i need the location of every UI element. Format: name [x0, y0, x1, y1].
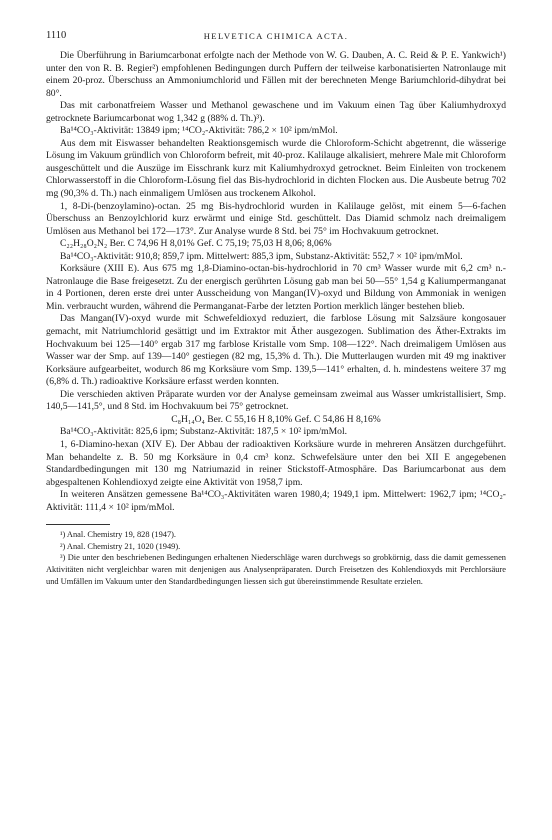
footnote: ¹) Anal. Chemistry 19, 828 (1947). — [60, 530, 177, 540]
paragraph: Die verschieden aktiven Präparate wurden vor der Analyse gemeinsam zweimal aus Wasser umkristallisiert, Smp. 140,5—141,5°, und 8 Std. im Hochvakuum bei 75° getrocknet. — [46, 388, 506, 413]
paragraph: Das Mangan(IV)-oxyd wurde mit Schwefeldioxyd reduziert, die farblose Lösung mit Salzsäure kongosauer gemacht, mit Natriumchlorid gesättigt und im Extraktor mit Äther ausgezogen. Sublimation des Äther-Extrakts im Hochvakuum bei 125—140° ergab 317 mg farblose Kristalle vom Smp. 108—122°. Nach dreimaligem Umlösen aus Wasser war der Smp. auf 139—140° gestiegen (82 mg, 15,3% d. Th.). Die Mutterlaugen wurden mit 49 mg inaktiver Korksäure aufgearbeitet, wodurch 86 mg Korksäure vom Smp. 139,5—141° erhalten, d. h. mindestens weitere 37 mg (6,8% d. Th.) radioaktive Korksäure erfasst werden konnten. — [46, 313, 506, 388]
activity-line: Ba¹⁴CO₃-Aktivität: 13849 ipm; ¹⁴CO₂-Aktivität: 786,2 × 10² ipm/mMol. — [60, 125, 338, 137]
paragraph: In weiteren Ansätzen gemessene Ba¹⁴CO₃-Aktivitäten waren 1980,4; 1949,1 ipm. Mittelwert: 1962,7 ipm; ¹⁴CO₂-Aktivität: 111,4 × 10² ipm/mMol. — [46, 489, 506, 513]
analysis-formula: C₈H₁₄O₄ Ber. C 55,16 H 8,10% Gef. C 54,86 H 8,16% — [171, 413, 381, 425]
paragraph: Die Überführung in Bariumcarbonat erfolgte nach der Methode von W. G. Dauben, A. C. Reid & P. E. Yankwich¹) unter den von R. B. Regier²) empfohlenen Bedingungen durch Puffern der teilweise karbonatisierten Natronlauge mit einem 20-proz. Überschuss an Ammoniumchlorid und Fällen mit der berechneten Menge Bariumchlorid-dihydrat bei 80°. — [46, 50, 506, 99]
section-paragraph: Korksäure (XIII E). Aus 675 mg 1,8-Diamino-octan-bis-hydrochlorid in 70 cm³ Wasser wurde mit 6,2 cm³ n.-Natronlauge die Base freigesetzt. Zu der energisch gerührten Lösung gab man bei 50—55° 1,54 g Kaliumpermanganat in 4 Portionen, deren erste drei unter Ausscheidung von Mangan(IV)-oxyd und Bildung von Ammoniak in wenigen Min. verbraucht wurden, während die Permanganat-Farbe der letzten Portion merklich länger bestehen blieb. — [46, 263, 506, 312]
activity-line: Ba¹⁴CO₃-Aktivität: 910,8; 859,7 ipm. Mittelwert: 885,3 ipm, Substanz-Aktivität: 552,7 × 10² ipm/mMol. — [60, 250, 463, 262]
footnote-divider — [46, 524, 110, 525]
footnote: ²) Anal. Chemistry 21, 1020 (1949). — [60, 541, 181, 551]
footnote: ³) Die unter den beschriebenen Bedingungen erhaltenen Niederschläge waren durchwegs so grobkörnig, dass die damit gemessenen Aktivitäten nicht vergleichbar waren mit denjenigen aus Analysenpräparaten. Durch Freisetzen des Kohlendioxyds mit Perchlorsäure und Umfällen im Vakuum unter den Standardbedingungen liessen sich gut übereinstimmende Resultate erzielen. — [46, 553, 506, 586]
analysis-formula: C₂₂H₂₈O₂N₂ Ber. C 74,96 H 8,01% Gef. C 75,19; 75,03 H 8,06; 8,06% — [60, 238, 332, 250]
paragraph: Das mit carbonatfreiem Wasser und Methanol gewaschene und im Vakuum einen Tag über Kaliumhydroxyd getrocknete Bariumcarbonat wog 1,342 g (88% d. Th.)³). — [46, 100, 506, 124]
footnotes — [46, 529, 506, 587]
section-paragraph: 1, 6-Diamino-hexan (XIV E). Der Abbau der radioaktiven Korksäure wurde in mehreren Ansätzen durchgeführt. Man behandelte z. B. 50 mg Korksäure in 0,4 cm³ konz. Schwefelsäure unter den bei XII E angegebenen Standardbedingungen mit 130 mg Natriumazid in reiner Stickstoff-Atmosphäre. Das Bariumcarbonat aus dem abgespaltenen Kohlendioxyd zeigte eine Aktivität von 1958,7 ipm. — [46, 438, 506, 488]
paragraph: Aus dem mit Eiswasser behandelten Reaktionsgemisch wurde die Chloroform-Schicht abgetrennt, die wässerige Lösung im Vakuum gründlich von Chloroform befreit, mit 40-proz. Kalilauge alkalisiert, mehrere Male mit Chloroform ausgeschüttelt und die Auszüge im Eisschrank kurz mit Kaliumhydroxyd getrocknet. Beim Einleiten von trockenem Chlorwasserstoff in die Chloroform-Lösung fiel das Bis-hydrochlorid in dichten Flocken aus. Die Ausbeute betrug 702 mg (90,3% d. Th.) nach einmaligem Umlösen aus trockenem Alkohol. — [46, 137, 506, 200]
page-number: 1110 — [46, 30, 67, 41]
journal-title: HELVETICA CHIMICA ACTA. — [203, 31, 349, 41]
activity-line: Ba¹⁴CO₃-Aktivität: 825,6 ipm; Substanz-Aktivität: 187,5 × 10² ipm/mMol. — [60, 426, 348, 438]
section-paragraph: 1, 8-Di-(benzoylamino)-octan. 25 mg Bis-hydrochlorid wurden in Kalilauge gelöst, mit einem 5—6-fachen Überschuss an Benzoylchlorid kurz erwärmt und einige Std. geschüttelt. Das Diamid schmolz nach dreimaligem Umlösen aus Methanol bei 172—173°. Zur Analyse wurde 8 Std. bei 75° im Hochvakuum getrocknet. — [46, 200, 506, 237]
